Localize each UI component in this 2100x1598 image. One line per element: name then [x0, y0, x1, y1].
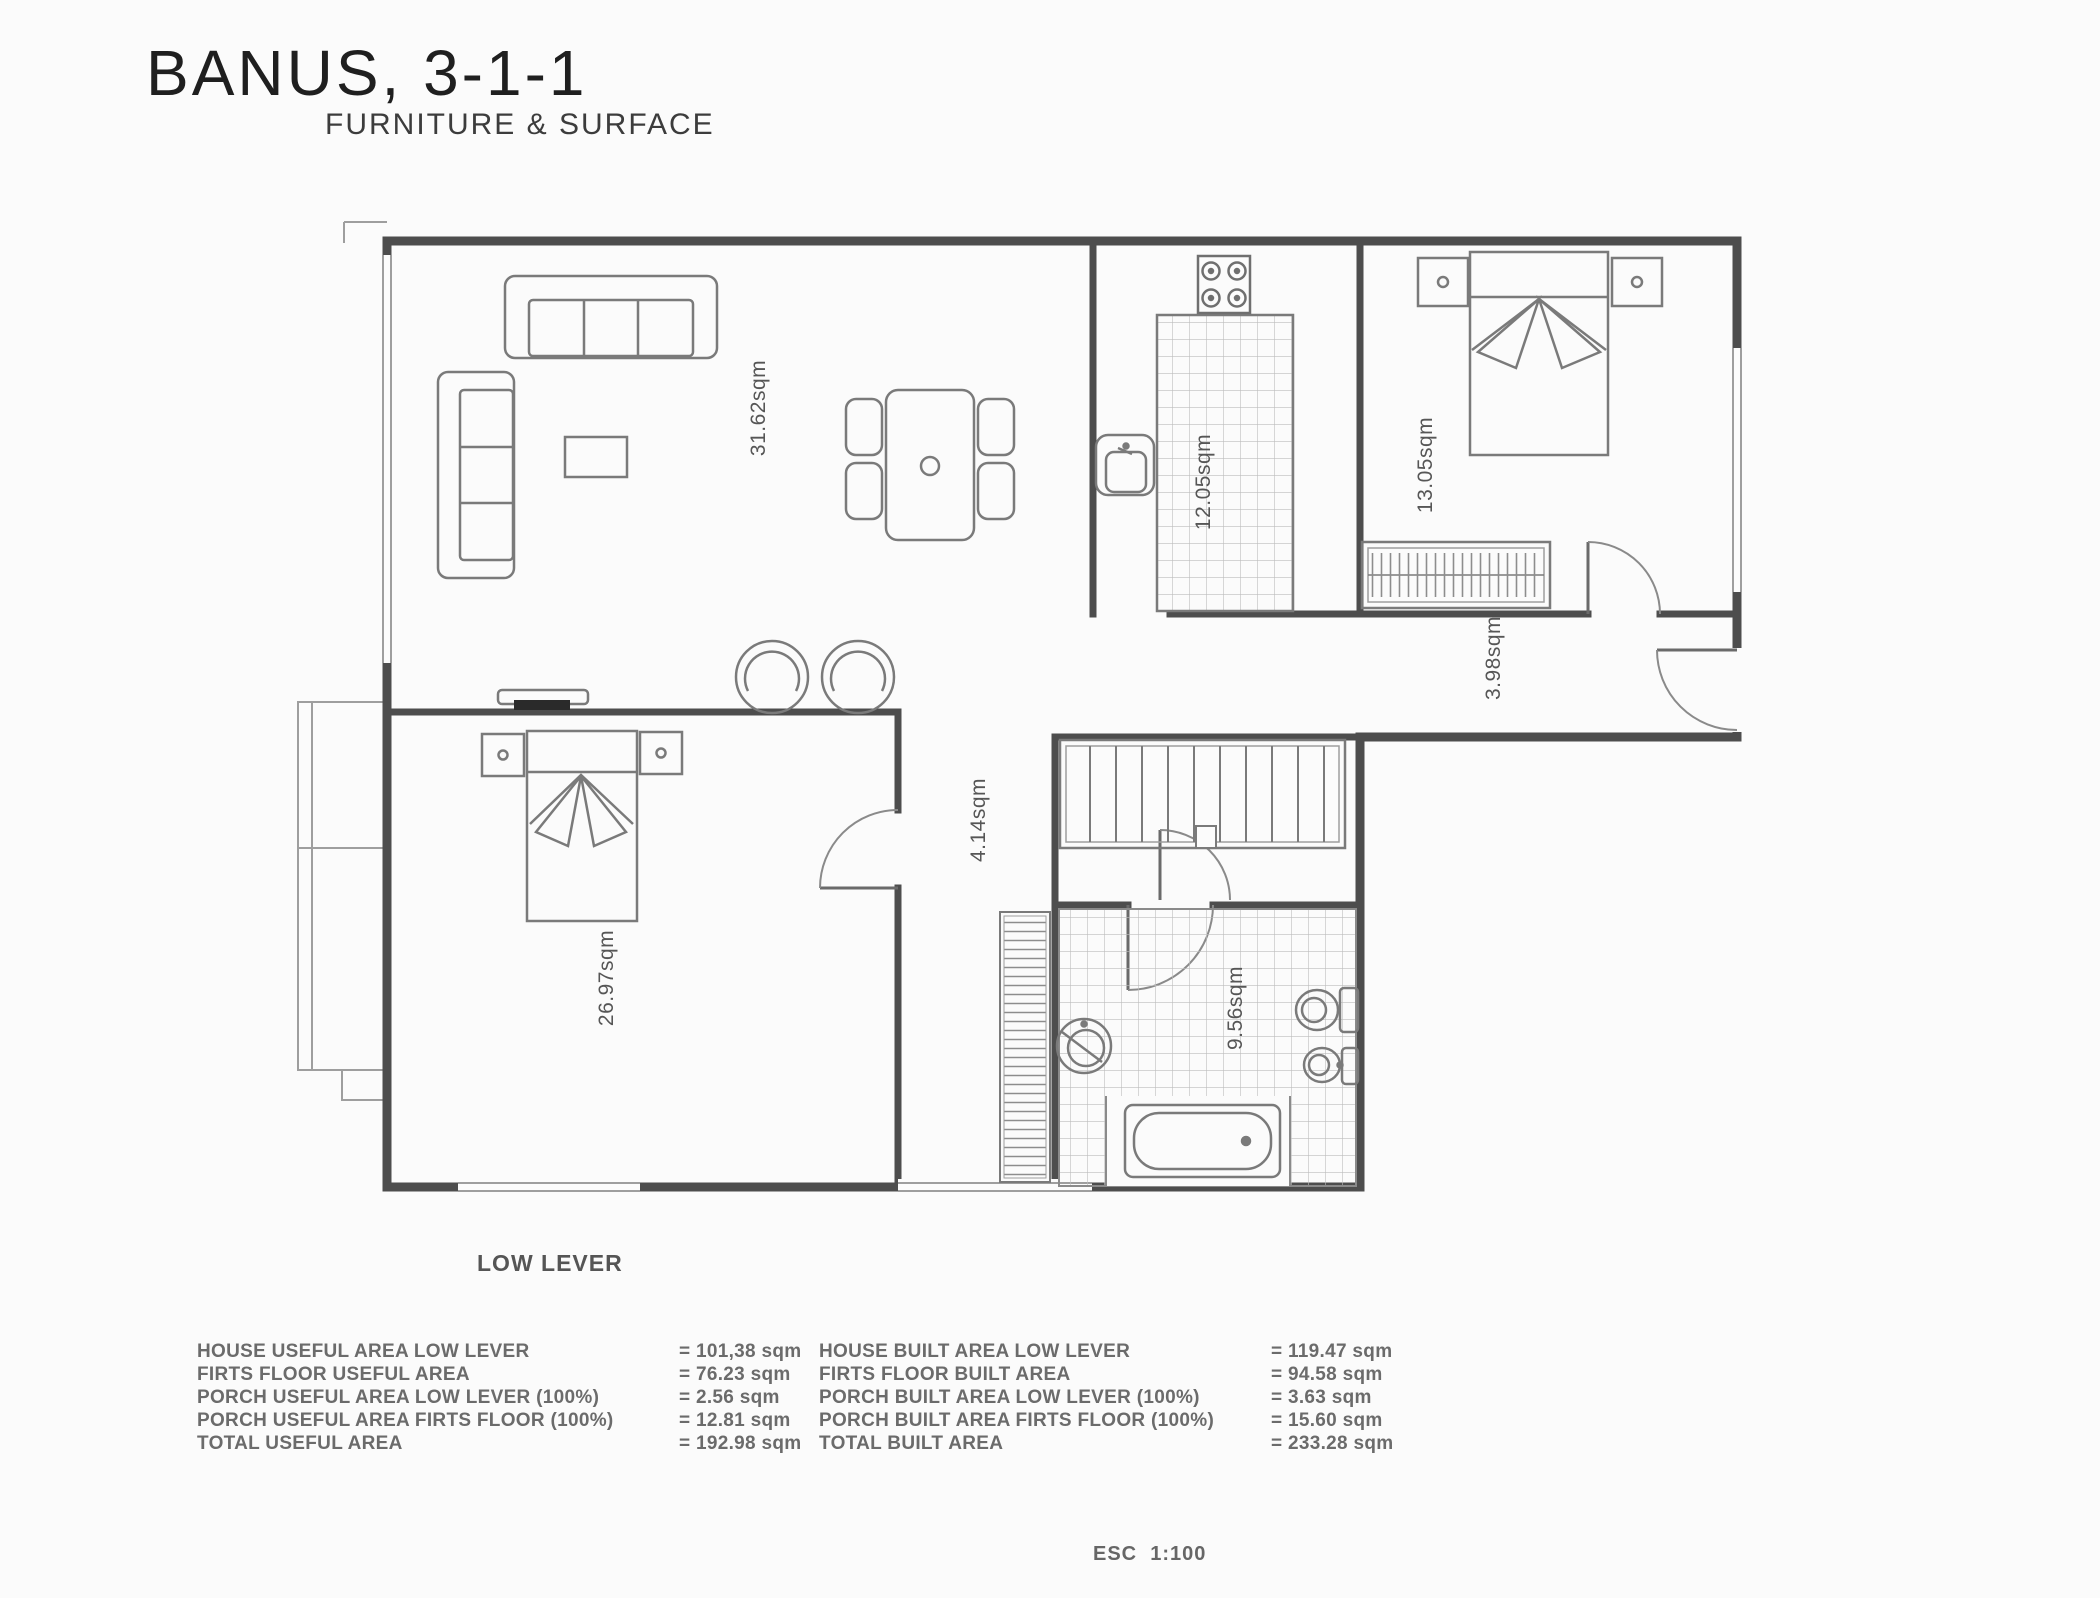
tv-console	[498, 690, 588, 710]
built-label: PORCH BUILT AREA FIRTS FLOOR (100%)	[819, 1410, 1215, 1431]
built-label: FIRTS FLOOR BUILT AREA	[819, 1364, 1071, 1385]
useful-value: = 101,38 sqm	[679, 1341, 802, 1362]
porch-terrace	[298, 222, 388, 1100]
useful-value: = 2.56 sqm	[679, 1387, 780, 1408]
door-bedroom-top	[1588, 542, 1660, 614]
nightstand	[482, 734, 524, 776]
built-value: = 15.60 sqm	[1271, 1410, 1383, 1431]
table-row	[197, 1409, 1467, 1432]
kitchen	[1096, 256, 1293, 611]
room-label-kitchen: 12.05sqm	[1192, 433, 1215, 531]
corridor-closet	[1000, 912, 1050, 1182]
nightstand	[640, 732, 682, 774]
built-label: HOUSE BUILT AREA LOW LEVER	[819, 1341, 1131, 1362]
useful-value: = 76.23 sqm	[679, 1364, 791, 1385]
useful-label: HOUSE USEFUL AREA LOW LEVER	[197, 1341, 530, 1362]
living-room	[438, 276, 1014, 713]
useful-value: = 12.81 sqm	[679, 1410, 791, 1431]
room-label-bedroom-bottom: 26.97sqm	[595, 929, 618, 1027]
area-summary-table	[197, 1340, 1467, 1455]
built-value: = 3.63 sqm	[1271, 1387, 1372, 1408]
table-row	[197, 1340, 1467, 1363]
window-left	[379, 255, 395, 663]
built-value: = 119.47 sqm	[1271, 1341, 1393, 1362]
dining-table-set	[846, 390, 1014, 540]
table-row	[197, 1386, 1467, 1409]
floor-level-label: LOW LEVER	[477, 1250, 623, 1276]
wardrobe	[1362, 542, 1550, 608]
useful-label: PORCH USEFUL AREA FIRTS FLOOR (100%)	[197, 1410, 614, 1431]
table-row	[197, 1363, 1467, 1386]
entry-door-opening	[1729, 648, 1745, 732]
room-label-living: 31.62sqm	[747, 359, 770, 457]
useful-label: PORCH USEFUL AREA LOW LEVER (100%)	[197, 1387, 600, 1408]
built-label: TOTAL BUILT AREA	[819, 1433, 1004, 1454]
table-row	[197, 1432, 1467, 1455]
useful-label: FIRTS FLOOR USEFUL AREA	[197, 1364, 470, 1385]
door-bedroom-bottom	[820, 810, 898, 888]
window-bottom-1	[458, 1179, 640, 1195]
built-value: = 233.28 sqm	[1271, 1433, 1394, 1454]
kitchen-counter	[1157, 315, 1293, 611]
armchair-left	[736, 641, 808, 713]
nightstand	[1418, 258, 1468, 306]
bed-double	[527, 731, 637, 921]
useful-value: = 192.98 sqm	[679, 1433, 802, 1454]
built-label: PORCH BUILT AREA LOW LEVER (100%)	[819, 1387, 1200, 1408]
kitchen-sink	[1096, 435, 1154, 495]
bedroom-top	[1362, 252, 1662, 608]
bedroom-bottom	[482, 731, 682, 921]
sofa-three-seat	[505, 276, 717, 358]
window-right	[1729, 348, 1745, 592]
door-entry	[1657, 650, 1737, 730]
page-title: BANUS, 3-1-1	[146, 37, 588, 109]
staircase	[1060, 740, 1345, 848]
stove	[1198, 256, 1250, 313]
bathroom	[1057, 909, 1358, 1186]
useful-label: TOTAL USEFUL AREA	[197, 1433, 403, 1454]
room-label-corridor: 4.14sqm	[967, 777, 990, 863]
coffee-table	[565, 437, 627, 477]
nightstand	[1612, 258, 1662, 306]
scale-note: ESC 1:100	[1093, 1543, 1207, 1565]
room-label-bathroom: 9.56sqm	[1224, 965, 1247, 1051]
armchair-right	[822, 641, 894, 713]
built-value: = 94.58 sqm	[1271, 1364, 1383, 1385]
bed-double	[1470, 252, 1608, 455]
page-subtitle: FURNITURE & SURFACE	[325, 108, 715, 141]
sofa-two-seat	[438, 372, 514, 578]
room-label-bedroom-top: 13.05sqm	[1414, 416, 1437, 514]
room-label-hall: 3.98sqm	[1482, 615, 1505, 701]
